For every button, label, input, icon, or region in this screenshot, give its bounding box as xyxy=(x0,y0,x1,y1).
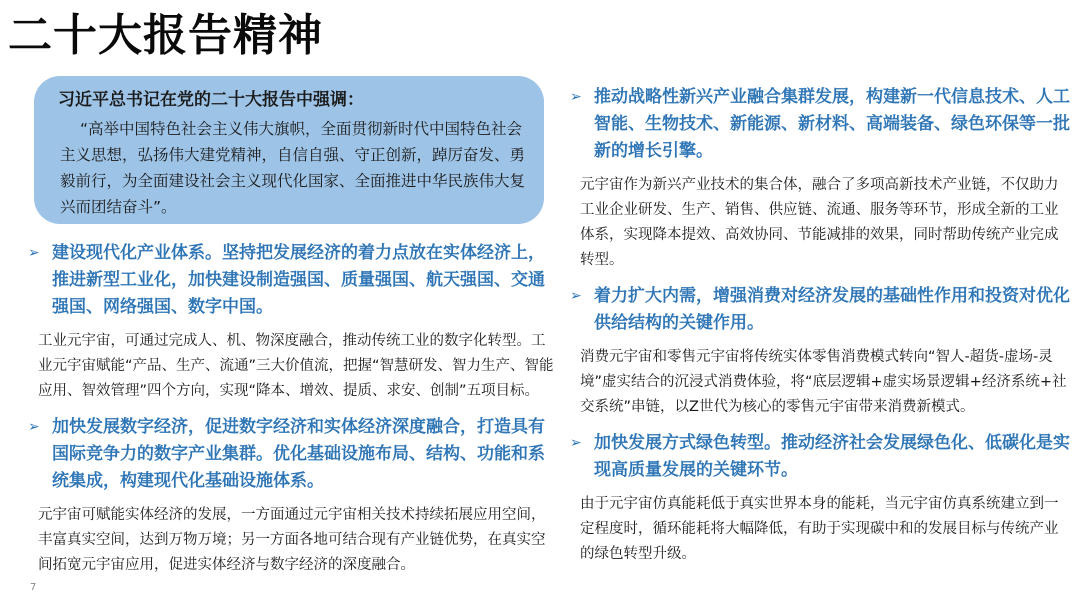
quote-text: “高举中国特色社会主义伟大旗帜，全面贯彻新时代中国特色社会主义思想，弘扬伟大建党精神，自信自强、守正创新，踔厉奋发、勇毅前行，为全面建设社会主义现代化国家、全面推进中华民族伟大复兴而团结奋斗”。 xyxy=(60,120,526,216)
right-section-heading: ➢ 着力扩大内需，增强消费对经济发展的基础性作用和投资对优化供给结构的关键作用。 xyxy=(570,283,1070,337)
right-section-body: 元宇宙作为新兴产业技术的集合体，融合了多项高新技术产业链，不仅助力工业企业研发、生产、销售、供应链、流通、服务等环节，形成全新的工业体系，实现降本提效、高效协同、节能减排的效果，同时帮助传统产业完成转型。 xyxy=(580,177,1059,268)
arrow-right-icon: ➢ xyxy=(570,435,582,451)
page-title: 二十大报告精神 xyxy=(8,10,323,61)
quote-box xyxy=(34,76,544,224)
right-column xyxy=(570,84,1070,577)
page-number: 7 xyxy=(30,582,37,593)
right-section-heading: ➢ 加快发展方式绿色转型。推动经济社会发展绿色化、低碳化是实现高质量发展的关键环节。 xyxy=(570,430,1070,484)
arrow-right-icon: ➢ xyxy=(28,419,40,435)
left-section-heading: ➢ 加快发展数字经济，促进数字经济和实体经济深度融合，打造具有国际竞争力的数字产业集群。优化基础设施布局、结构、功能和系统集成，构建现代化基础设施体系。 xyxy=(28,414,558,495)
quote-heading: 习近平总书记在党的二十大报告中强调： xyxy=(58,90,364,110)
right-section-body: 由于元宇宙仿真能耗低于真实世界本身的能耗，当元宇宙仿真系统建立到一定程度时，循环能耗将大幅降低，有助于实现碳中和的发展目标与传统产业的绿色转型升级。 xyxy=(580,496,1059,562)
left-column xyxy=(28,240,558,588)
arrow-right-icon: ➢ xyxy=(28,245,40,261)
left-section-body: 元宇宙可赋能实体经济的发展，一方面通过元宇宙相关技术持续拓展应用空间，丰富真实空间，达到万物万境；另一方面各地可结合现有产业链优势，在真实空间拓宽元宇宙应用，促进实体经济与数字经济的深度融合。 xyxy=(38,507,546,573)
arrow-right-icon: ➢ xyxy=(570,89,582,105)
right-section-heading: ➢ 推动战略性新兴产业融合集群发展，构建新一代信息技术、人工智能、生物技术、新能源、新材料、高端装备、绿色环保等一批新的增长引擎。 xyxy=(570,84,1070,165)
arrow-right-icon: ➢ xyxy=(570,288,582,304)
left-section-body: 工业元宇宙，可通过完成人、机、物深度融合，推动传统工业的数字化转型。工业元宇宙赋能“产品、生产、流通”三大价值流，把握“智慧研发、智力生产、智能应用、智效管理”四个方向，实现“降本、增效、提质、求安、创制”五项目标。 xyxy=(38,333,554,399)
right-section-body: 消费元宇宙和零售元宇宙将传统实体零售消费模式转向“智人-超货-虚场-灵境”虚实结合的沉浸式消费体验，将“底层逻辑+虚实场景逻辑+经济系统+社交系统”串链，以Z世代为核心的零售元宇宙带来消费新模式。 xyxy=(580,349,1067,415)
left-section-heading: ➢ 建设现代化产业体系。坚持把发展经济的着力点放在实体经济上，推进新型工业化，加快建设制造强国、质量强国、航天强国、交通强国、网络强国、数字中国。 xyxy=(28,240,558,321)
